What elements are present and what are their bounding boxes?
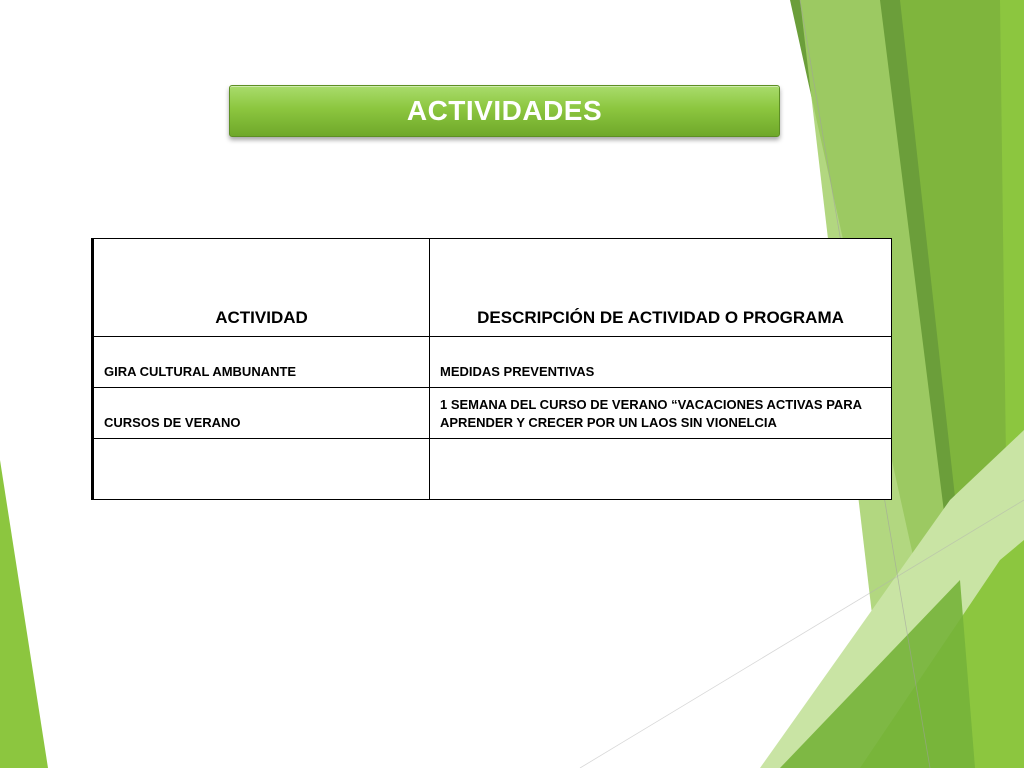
left-green-sliver: [0, 460, 48, 768]
cell-descripcion: [430, 439, 892, 500]
cell-descripcion: 1 SEMANA DEL CURSO DE VERANO “VACACIONES ACTIVAS PARA APRENDER Y CRECER POR UN LAOS SIN VIONELCIA: [430, 388, 892, 439]
table-row: [93, 337, 892, 388]
table-header-row: [93, 239, 892, 337]
title-banner: [229, 85, 780, 137]
cell-actividad: [93, 439, 430, 500]
slide-title: ACTIVIDADES: [406, 95, 603, 126]
header-actividad: ACTIVIDAD: [93, 239, 430, 337]
cell-descripcion: MEDIDAS PREVENTIVAS: [430, 337, 892, 388]
table-row: [93, 439, 892, 500]
header-descripcion: DESCRIPCIÓN DE ACTIVIDAD O PROGRAMA: [430, 239, 892, 337]
cell-actividad: GIRA CULTURAL AMBUNANTE: [93, 337, 430, 388]
activities-table: [91, 238, 892, 500]
table-row: [93, 388, 892, 439]
cell-actividad: CURSOS DE VERANO: [93, 388, 430, 439]
